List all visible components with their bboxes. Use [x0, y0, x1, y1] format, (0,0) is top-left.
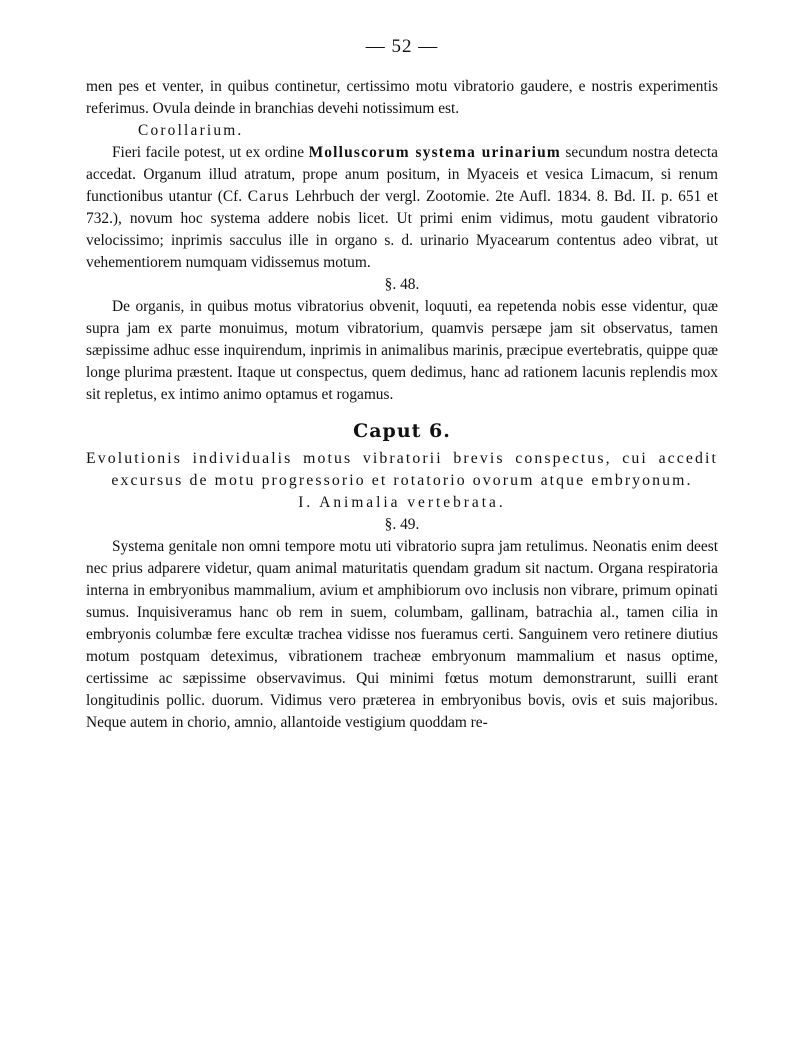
section-49-heading: §. 49. [384, 516, 420, 533]
text-run: secundum nostra detecta accedat. Organum illud atratum, prope anum positum, in Myaceis et vesica Limacum, si renum functionibus utantur (Cf. [86, 144, 718, 205]
author-carus: Carus [247, 188, 290, 205]
corollarium-heading: Corollarium. [138, 122, 244, 139]
section-48-heading: §. 48. [384, 276, 420, 293]
paragraph-section-48: De organis, in quibus motus vibratorius obvenit, loquuti, ea repetenda nobis esse videntur, quæ supra jam ex parte monuimus, motum vibratorium, quamvis persæpe jam sit observatus, tamen sæpissime adhuc esse inquirendum, inprimis in animalibus marinis, præcipue evertebratis, quippe quæ longe plurima præstent. Itaque ut conspectus, quem dedimus, hanc ad rationem lacunis replendis mox sit repletus, ex intimo animo optamus et rogamus. [86, 298, 718, 403]
chapter-heading: Caput 6. [353, 420, 451, 442]
page-number: — 52 — [365, 36, 439, 57]
book-page [86, 36, 718, 734]
paragraph-corollarium [86, 142, 718, 274]
paragraph-section-49: Systema genitale non omni tempore motu uti vibratorio supra jam retulimus. Neonatis enim deest nec prius adparere videtur, quam animal maturitatis quendam gradum sit nactum. Organa respiratoria interna in embryonibus mammalium, avium et amphibiorum ovo inclusis non vibrare, primum opinati sumus. Inquisiveramus hanc ob rem in suem, columbam, gallinam, batrachia al., tamen cilia in embryonis columbæ fere excultæ trachea vidisse nos fueramus certi. Sanguinem vero retinere diutius motum postquam deteximus, vibrationem tracheæ embryonum mammalium et nasus optime, certissime ac sæpissime observavimus. Qui minimi fœtus motum demonstrarunt, suilli erant longitudinis pollic. duorum. Vidimus vero præterea in embryonibus bovis, ovis et suis majoribus. Neque autem in chorio, amnio, allantoide vestigium quoddam re- [86, 538, 718, 731]
subheading-animalia-vertebrata: I. Animalia vertebrata. [298, 494, 506, 511]
paragraph-continuation: men pes et venter, in quibus continetur, certissimo motu vibratorio gaudere, e nostris experimentis referimus. Ovula deinde in branchias devehi notissimum est. [86, 78, 718, 117]
text-run: Fieri facile potest, ut ex ordine [112, 144, 309, 161]
emphasis-molluscorum: Molluscorum systema urinarium [308, 144, 561, 161]
text-run: Lehrbuch der vergl. Zootomie. 2te Aufl. 1834. 8. Bd. II. p. 651 et 732.), novum hoc systema addere nobis licet. Ut primi enim vidimus, motu gaudent vibratorio velocissimo; inprimis sacculus ille in organo s. d. urinario Myacearum contentus adeo vibrat, ut vehementiorem numquam vidissemus motum. [86, 188, 718, 271]
chapter-title: Evolutionis individualis motus vibratorii brevis conspectus, cui accedit excursus de motu progressorio et rotatorio ovorum atque embryonum. [86, 450, 718, 489]
